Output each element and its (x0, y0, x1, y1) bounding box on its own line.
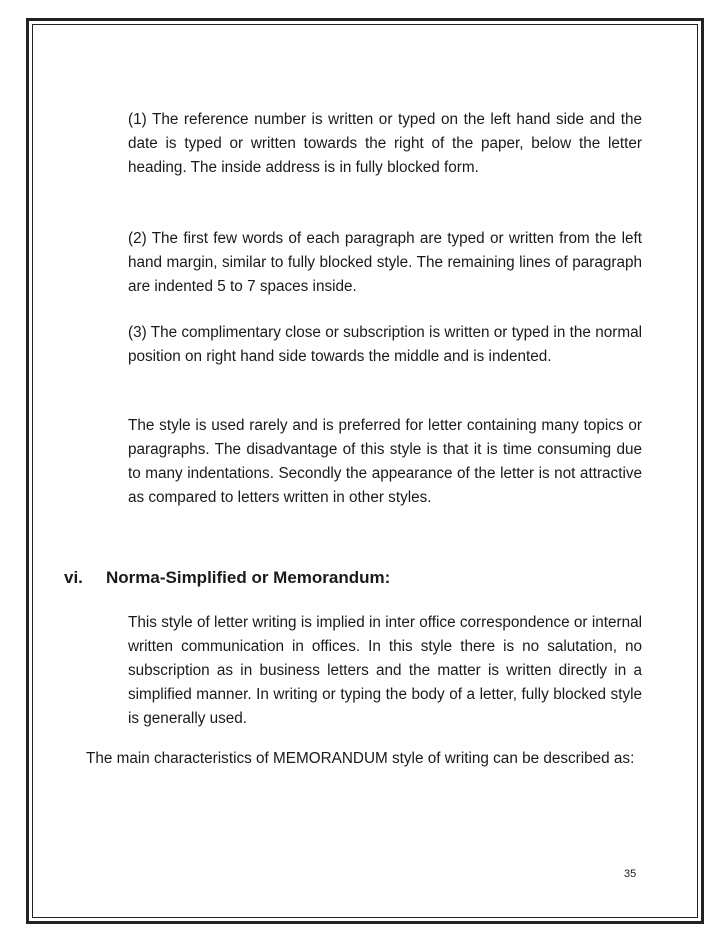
paragraph-memorandum-style: This style of letter writing is implied in inter office correspondence or internal written communication in offices. In this style there is no salutation, no subscription as in business letters and the matter is written directly in a simplified manner. In writing or typing the body of a letter, fully blocked style is generally used. (128, 614, 642, 727)
paragraph-first-words: (2) The first few words of each paragraph are typed or written from the left hand margin, similar to fully blocked style. The remaining lines of paragraph are indented 5 to 7 spaces inside. (128, 230, 642, 295)
section-number: vi. (64, 568, 83, 587)
paragraph-reference-number: (1) The reference number is written or typed on the left hand side and the date is typed or written towards the right of the paper, below the letter heading. The inside address is in fully blocked form. (128, 111, 642, 176)
section-title: Norma-Simplified or Memorandum: (106, 568, 391, 587)
paragraph-style-usage: The style is used rarely and is preferred for letter containing many topics or paragraphs. The disadvantage of this style is that it is time consuming due to many indentations. Secondly the appearance of the letter is not attractive as compared to letters written in other styles. (128, 417, 642, 506)
paragraph-complimentary-close: (3) The complimentary close or subscription is written or typed in the normal position on right hand side towards the middle and is indented. (128, 324, 642, 365)
page-number: 35 (624, 868, 637, 880)
paragraph-main-characteristics: The main characteristics of MEMORANDUM style of writing can be described as: (86, 750, 635, 767)
section-heading (64, 566, 390, 590)
